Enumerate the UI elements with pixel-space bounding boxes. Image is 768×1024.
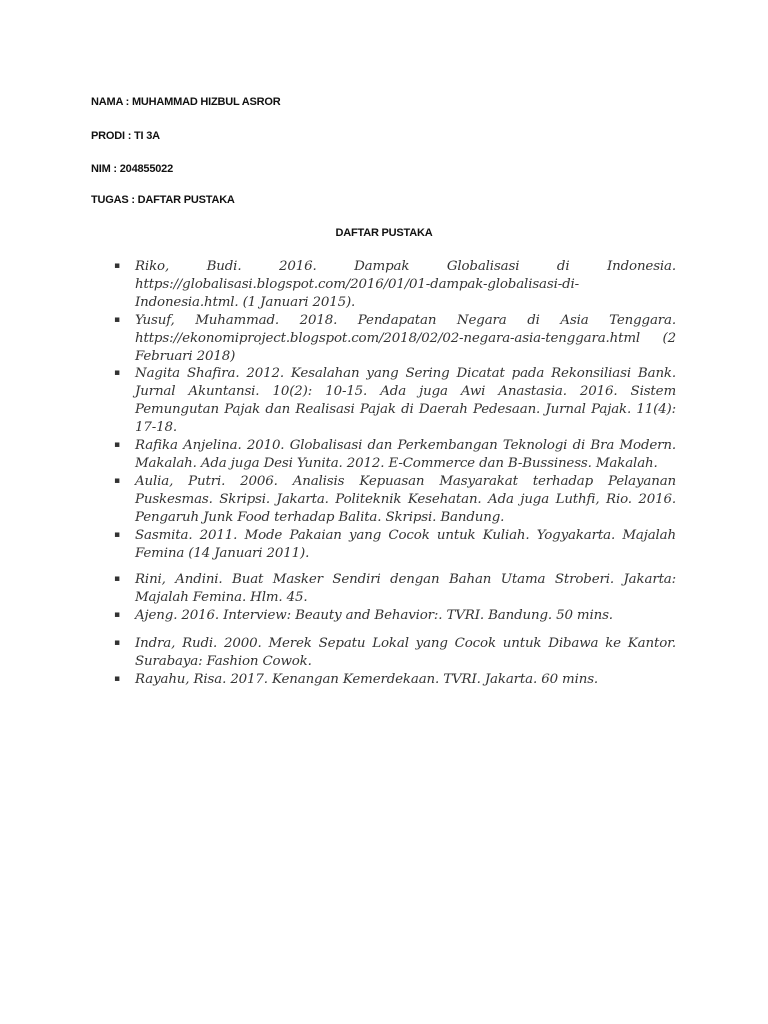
reference-item-9	[114, 635, 676, 671]
bullet-icon: ▪	[114, 368, 120, 379]
bullet-icon: ▪	[114, 529, 120, 540]
reference-item-1	[114, 258, 676, 312]
bullet-icon: ▪	[114, 314, 120, 325]
reference-text: Ajeng. 2016. Interview: Beauty and Behavior:. TVRI. Bandung. 50 mins.	[135, 608, 613, 624]
reference-text: Sasmita. 2011. Mode Pakaian yang Cocok untuk Kuliah. Yogyakarta. Majalah Femina (14 Januari 2011).	[135, 527, 676, 561]
bibliography-heading: DAFTAR PUSTAKA	[335, 227, 433, 239]
reference-item-7	[114, 571, 676, 607]
student-id: NIM : 204855022	[91, 163, 173, 175]
reference-text: Indra, Rudi. 2000. Merek Sepatu Lokal yang Cocok untuk Dibawa ke Kantor. Surabaya: Fashion Cowok.	[135, 636, 676, 670]
reference-text: Aulia, Putri. 2006. Analisis Kepuasan Masyarakat terhadap Pelayanan Puskesmas. Skripsi. Jakarta. Politeknik Kesehatan. Ada juga Luthfi, Rio. 2016. Pengaruh Junk Food terhadap Balita. Skripsi. Bandung.	[135, 473, 676, 525]
student-program: PRODI : TI 3A	[91, 130, 160, 142]
bullet-icon: ▪	[114, 261, 120, 271]
reference-item-8	[114, 607, 676, 625]
reference-item-6	[114, 527, 676, 563]
reference-text: Rafika Anjelina. 2010. Globalisasi dan Perkembangan Teknologi di Bra Modern. Makalah. Ada juga Desi Yunita. 2012. E-Commerce dan B-Bussiness. Makalah.	[135, 438, 676, 471]
bullet-icon: ▪	[114, 610, 120, 621]
student-name: NAMA : MUHAMMAD HIZBUL ASROR	[91, 96, 281, 108]
bullet-icon: ▪	[114, 475, 120, 486]
reference-item-10	[114, 671, 676, 689]
reference-item-4	[114, 437, 676, 473]
reference-text: Rayahu, Risa. 2017. Kenangan Kemerdekaan. TVRI. Jakarta. 60 mins.	[135, 671, 599, 687]
reference-item-3	[114, 365, 676, 437]
reference-text: Rini, Andini. Buat Masker Sendiri dengan Bahan Utama Stroberi. Jakarta: Majalah Femina. Hlm. 45.	[135, 572, 676, 606]
bullet-icon: ▪	[114, 574, 120, 585]
reference-text: Nagita Shafira. 2012. Kesalahan yang Sering Dicatat pada Rekonsiliasi Bank. Jurnal Akuntansi. 10(2): 10-15. Ada juga Awi Anastasia. 2016. Sistem Pemungutan Pajak dan Realisasi Pajak di Daerah Pedesaan. Jurnal Pajak. 11(4): 17-18.	[135, 366, 676, 436]
assignment-title: TUGAS : DAFTAR PUSTAKA	[91, 194, 235, 206]
bullet-icon: ▪	[114, 638, 120, 649]
reference-text: Riko, Budi. 2016. Dampak Globalisasi di Indonesia. https://globalisasi.blogspot.com/2016/01/01-dampak-globalisasi-di-Indonesia.html. (1 Januari 2015).	[135, 259, 676, 310]
bullet-icon: ▪	[114, 673, 120, 684]
bullet-icon: ▪	[114, 440, 120, 451]
reference-item-2	[114, 312, 676, 366]
reference-item-5	[114, 473, 676, 527]
reference-list	[114, 258, 676, 689]
reference-text: Yusuf, Muhammad. 2018. Pendapatan Negara di Asia Tenggara. https://ekonomiproject.blogspot.com/2018/02/02-negara-asia-tenggara.html (2 Februari 2018)	[135, 312, 676, 364]
